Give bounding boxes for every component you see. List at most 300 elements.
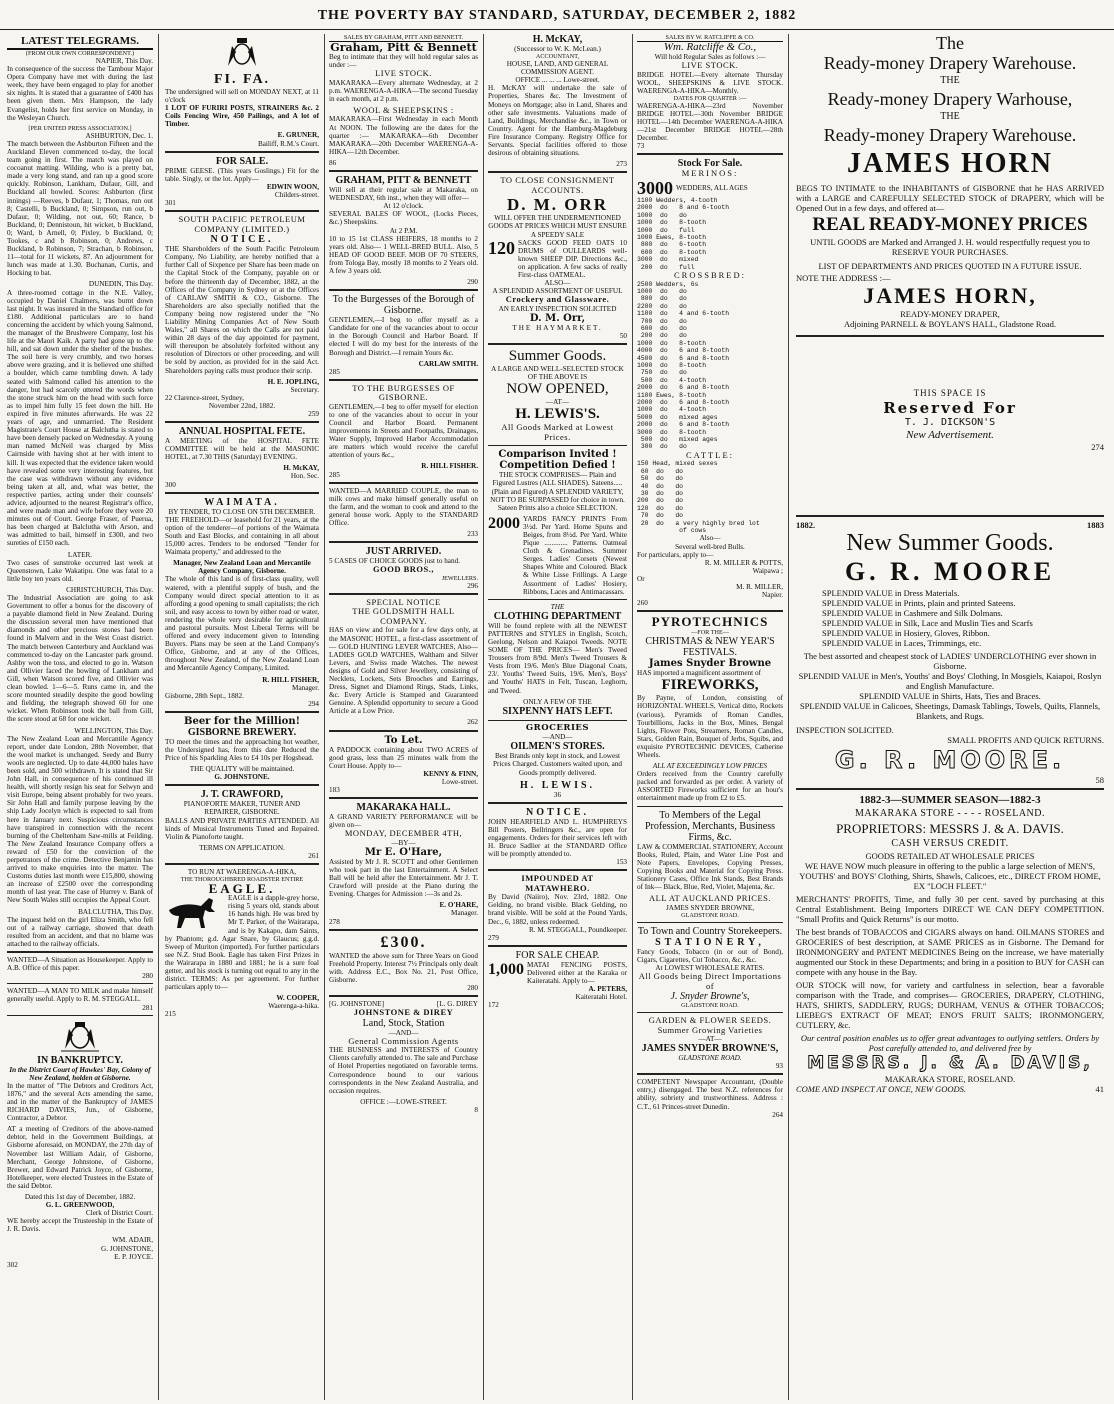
moore-signature: G. R. MOORE. bbox=[834, 746, 1066, 774]
article-text: By David (Naiiro), Nov. 23rd, 1882. One Gelding, no brand visible. Black Gelding, no brand visible. Will be sold at the Pound Yards, Dec., 6, 1882, unless redeemed. bbox=[488, 893, 627, 926]
date-line: MONDAY, DECEMBER 4TH, bbox=[344, 828, 463, 839]
column-1 bbox=[4, 34, 156, 1400]
article-text: JOHN HEARFIELD AND L. HUMPHREYS Bill Posters, Bellringers &c., are open for engagements. Orders for their services left with H. Bruce Sadlier at the STANDARD Office will be promptly attended to. bbox=[488, 817, 627, 859]
subheading: CHRISTMAS & NEW YEAR'S FESTIVALS. bbox=[645, 636, 775, 659]
by-line: —BY— bbox=[391, 838, 416, 847]
for-line: —FOR THE— bbox=[691, 629, 729, 637]
ad-number: 296 bbox=[467, 581, 478, 590]
article-text: 10 to 15 1st CLASS HEIFERS, 18 months to 2 years old. Also— 1 WELL-BRED BULL. Also, 5 HEAD OF GOOD BEEF. MOB OF 70 STEERS, from Tologa Bay, mostly 18 months to 2 Years old. A few 3 years old. bbox=[329, 234, 478, 275]
article-text: The undersigned will sell on MONDAY NEXT, at 11 o'clock bbox=[165, 88, 319, 105]
ad-number: 259 bbox=[308, 410, 319, 418]
or-line: Or bbox=[637, 574, 645, 583]
article-text: Will sell at their regular sale at Makaraka, on WEDNESDAY, 6th inst., when they will offer— bbox=[329, 186, 478, 203]
ad-number: 280 bbox=[467, 984, 478, 992]
signature: J. Snyder Browne's, bbox=[670, 991, 750, 1002]
subheading: CROSSBRED: bbox=[674, 270, 746, 280]
fifa-heading: FI. FA. bbox=[213, 72, 271, 87]
article-text: COMPETENT Newspaper Accountant, (Double entry,) disengaged. The best N.Z. references for ability, sobriety and trustworthiness. Address : C.T., 61 Princes-street Dunedin. bbox=[637, 1078, 783, 1111]
article-text: Beg to intimate that they will hold regular sales as under :— bbox=[329, 53, 478, 70]
prints-offer bbox=[488, 515, 627, 596]
article-text: AN EARLY INSPECTION SOLICITED bbox=[498, 304, 617, 313]
dickson-name: T. J. DICKSON'S bbox=[904, 417, 996, 428]
column-rule bbox=[324, 34, 325, 1400]
article-text: SPLENDID VALUE in Shirts, Hats, Ties and Braces. bbox=[859, 691, 1041, 701]
office-line: OFFICE :—LOWE-STREET. bbox=[360, 1097, 447, 1106]
signature-title: Bailiff, R.M.'s Court. bbox=[257, 139, 319, 148]
subheading: HOUSE, LAND, AND GENERAL COMMISSION AGENT. bbox=[506, 60, 609, 77]
at-line: —AT— bbox=[698, 1035, 722, 1043]
year: 1883 bbox=[1087, 520, 1104, 530]
article-text: A GRAND VARIETY PERFORMANCE will be given on— bbox=[329, 813, 478, 830]
burgesses-heading: To the Burgesses of the Borough of Gisborne. bbox=[332, 294, 475, 317]
signature: G. JOHNSTONE, bbox=[101, 1244, 153, 1253]
article-text: HAS on view and for sale for a few days only, at the MASONIC HOTEL, a first-class assortment of— GOLD HUNTING LEVER WATCHES, Also— LADIES GOLD WATCHES, Waltham and Silver Levers, and Swiss made Watches. The newest designs of Gold and Silver Jewellery, consisting of Necklets, Lockets, Sets Brooches and Earrings, Dress, Signet and Diamond Rings, Stads, Links, &c. Every Article is Stamped and Guaranteed Genuine. A Splendid opportunity to secure a Good Article at a Low Price. bbox=[329, 626, 478, 716]
moore-heading: G. R. MOORE bbox=[844, 557, 1056, 586]
signature-title: Kaiteratahi Hotel. bbox=[575, 993, 627, 1002]
horse-icon bbox=[165, 894, 225, 930]
subheading: TO RUN AT WAERENGA-A-HIKA, bbox=[187, 868, 297, 877]
dateline: LATER. bbox=[67, 550, 93, 559]
ready-money-heading: Ready-money Drapery Warehouse. bbox=[823, 125, 1077, 145]
article-text: HAS imported a magnificent assortment of bbox=[637, 669, 761, 678]
ad-number: 301 bbox=[165, 199, 176, 208]
ad-number: 285 bbox=[329, 470, 340, 479]
article-text: For particulars, apply to— bbox=[637, 550, 714, 559]
article-text: A LARGE AND WELL-SELECTED STOCK OF THE ABOVE IS bbox=[491, 365, 624, 382]
competition-heading: Competition Defied ! bbox=[499, 460, 616, 472]
signature: H. E. JOPLING, bbox=[267, 377, 319, 386]
signature: E. GRUNER, bbox=[277, 131, 319, 140]
article-text: In consequence of the success the Tambour Major Opera Company have met with during the last week, they have been engaged to play for another six nights. It is stated that a guarantee of £400 has been given them. Mrs Hampson, the lady Evangelist, holds her first service on Monday, in the Wesleyan Church. bbox=[7, 65, 153, 122]
article-text: Our central position enables us to offer great advantages to outlying settlers. Orders by Post carefully attended to, and delivered free by bbox=[800, 1033, 1100, 1053]
reserved-space: THIS SPACE IS bbox=[913, 388, 987, 398]
subheading: DATES FOR QUARTER :— bbox=[673, 94, 747, 102]
comparison-heading: Comparison Invited ! bbox=[498, 449, 617, 461]
article-text: EAGLE is a dapple-grey horse, rising 5 years old, stands about 16 hands high. He was bred by Mr T. Parker, of the Wairarapa, and is by Kakapo, dam Saints, by Phantom; g.d. Agar Snare, by Glaucus; g.g.d. Sweep of Muriton (imported). For further particulars see N.Z. Stud Book. Eagle has taken First Prizes in the Wairarapa in 1880 and 1881; he is a sure foal getter, and his stock is turning out equal to any in the district. TERMS: As per agreement. For further particulars apply to— bbox=[165, 894, 319, 992]
article-text: THE BUSINESS and INTERESTS of Country Clients carefully attended to. The sale and Purchase of Hotel Properties negotiated on favorable terms. Correspondence bound to our various correspondents in the New Zealand Australia, and occasion requires. bbox=[329, 1046, 478, 1095]
signature: KENNY & FINN, bbox=[423, 769, 478, 778]
dateline: WELLINGTON, This Day. bbox=[74, 726, 153, 735]
small-profits-line: SMALL PROFITS AND QUICK RETURNS. bbox=[947, 735, 1104, 745]
signature-title: JEWELLERS. bbox=[441, 574, 478, 582]
ad-number: 8 bbox=[474, 1105, 478, 1114]
stock-list: 1100 Wedders, 4-tooth 2000 do 8 and 6-tooth 1000 do do 1000 do 8-tooth 1000 do full 1000 Ewes, 8-tooth 800 do 6-tooth 600 do 8-tooth 3000 do mixed 200 do full bbox=[637, 196, 730, 271]
article-text: TO meet the times and the approaching hot weather, the Undersigned has, from this date Reduced the Price of his Sparkling Ales to £4 10s per Hogshead. bbox=[165, 737, 319, 763]
article-text: WANTED the above sum for Three Years on Good Freehold Property. Interest 7½ Principals only dealt with. Address E.C., Box No. 21, Post Office, Gisborne. bbox=[329, 951, 478, 984]
dateline: ASHBURTON, Dec. 1. bbox=[85, 131, 153, 140]
piano-heading: J. T. CRAWFORD, bbox=[200, 789, 284, 801]
column-5 bbox=[634, 34, 786, 1400]
subheading: BY TENDER, TO CLOSE ON 5TH DECEMBER. bbox=[168, 507, 316, 516]
quantity: 1,000 bbox=[488, 960, 524, 978]
also-line: Also— bbox=[699, 534, 721, 543]
mckay-heading: H. McKAY, bbox=[532, 34, 583, 45]
article-text: MATAI FENCING POSTS, Delivered either at the Karaka or Kaiteratahi. Apply to— bbox=[527, 960, 627, 986]
stock-list: 2500 Wedders, 6s 1000 do do 800 do do 2200 do do 1100 do 4 and 6-tooth 700 do do 600 do do 200 do do 1000 do 8-tooth 4000 do 6 and 8-tooth 4500 do 6 and 8-tooth 1000 do 8-tooth 750 do do 500 do 4-tooth 2000 do 6 and 8-tooth 1100 Ewes, 8-tooth 2000 do 6 and 8-tooth 1000 do 4-tooth 5000 do mixed ages 2000 do 6 and 8-tooth 3000 do 8-tooth 500 do mixed ages 300 do do bbox=[637, 280, 730, 451]
column-rule bbox=[158, 34, 159, 1400]
byline: (FROM OUR OWN CORRESPONDENT.) bbox=[25, 50, 135, 57]
brewery-headline: Beer for the Million! bbox=[184, 715, 300, 727]
signature-title: GLADSTONE ROAD. bbox=[681, 1002, 739, 1009]
makaraka-hall-heading: MAKARAKA HALL. bbox=[356, 802, 451, 814]
subheading: LIVE STOCK. bbox=[681, 60, 739, 71]
byline: [PER UNITED PRESS ASSOCIATION.] bbox=[28, 124, 132, 132]
cash-heading: CASH VERSUS CREDIT. bbox=[891, 838, 1009, 849]
ad-number: 274 bbox=[1091, 442, 1104, 452]
article-text: YARDS FANCY PRINTS From 3½d. Per Yard. Home Spuns and Beiges, from 8½d. Per Yard. White Pique ............. Patterns. Oatmeal Cloth & Grenadines. Summer Serges. Ladies' Corsets (Newest Shapes White and Coloured. Black & White Lisse Frillings. A Large Assortment of Ladies' Hosiery, Ribbons, Laces and Antimacassars. bbox=[523, 514, 627, 596]
signature: H. McKAY, bbox=[283, 464, 319, 473]
legal-heading: To Members of the Legal Profession, Merchants, Business Firms, &c. bbox=[645, 809, 775, 843]
article-text: WAERENGA-A-HIKA—23rd November BRIDGE HOTEL—30th November BRIDGE HOTEL—14th December WAERENGA-A-HIKA—21st December BRIDGE HOTEL—28th December. bbox=[637, 101, 783, 143]
graham-pitt-heading: GRAHAM, PITT & BENNETT bbox=[335, 175, 472, 187]
signature-title: Waipawa ; bbox=[752, 566, 783, 575]
date-line: Dated this 1st day of December, 1882. bbox=[24, 1193, 136, 1201]
article-text: Several well-bred Bulls. bbox=[675, 542, 745, 551]
come-line: COME AND INSPECT AT ONCE, NEW GOODS. bbox=[796, 1084, 967, 1094]
wholesale-line: GOODS RETAILED AT WHOLESALE PRICES bbox=[865, 851, 1035, 861]
quantity: 2000 bbox=[488, 514, 520, 532]
column-3 bbox=[326, 34, 481, 1400]
reserved-heading: Reserved For bbox=[883, 399, 1017, 417]
section-label: SALES BY GRAHAM, PITT AND BENNETT. bbox=[329, 34, 478, 42]
article-text: 1 LOT OF FURIRI POSTS, STRAINERS &c. 2 Coils Fencing Wire, 450 Pailings, and A lot of Timber. bbox=[165, 104, 319, 129]
subheading: THE GOLDSMITH HALL COMPANY. bbox=[352, 606, 455, 626]
article-text: LIST OF DEPARTMENTS AND PRICES QUOTED IN A FUTURE ISSUE. bbox=[818, 261, 1082, 271]
address: 22 Clarence-street, Sydney, bbox=[165, 393, 244, 402]
signature: WM. ADAIR, bbox=[112, 1236, 153, 1245]
bankruptcy-heading: IN BANKRUPTCY. bbox=[37, 1054, 123, 1066]
ratcliffe-heading: Wm. Ratcliffe & Co., bbox=[663, 41, 757, 53]
signature: R. M. STEGGALL, Poundkeeper. bbox=[528, 925, 627, 934]
signature: D. M. Orr, bbox=[529, 312, 586, 324]
value-list: SPLENDID VALUE in Dress Materials. SPLENDID VALUE in Prints, plain and printed Sateens. SPLENDID VALUE in Cashmere and Silk Dolmans. SPLENDID VALUE in Silk, Lace and Muslin Ties and Scarfs SPLENDID VALUE in Hosiery, Gloves, Ribbon. SPLENDID VALUE in Laces, Trimmings, etc. bbox=[822, 588, 1033, 648]
subheading: PIANOFORTE MAKER, TUNER AND REPAIRER, GISBORNE. bbox=[183, 800, 301, 817]
subheading: NOW OPENED, bbox=[506, 381, 609, 398]
posts-offer bbox=[488, 961, 627, 985]
time-line: At 12 o'clock. bbox=[383, 202, 424, 211]
seeds-heading: GARDEN & FLOWER SEEDS. bbox=[648, 1015, 772, 1025]
article-text: Fancy Goods, Tobacco (in or out of Bond), Cigars, Cigarettes, Cut Tobacco, &c., &c. bbox=[637, 947, 783, 964]
ready-money-prices: REAL READY-MONEY PRICES bbox=[812, 214, 1088, 235]
ad-number: 302 bbox=[7, 1260, 18, 1269]
article-text: All Goods being Direct Importations of bbox=[638, 971, 782, 991]
article-text: At LOWEST WHOLESALE RATES. bbox=[655, 963, 765, 972]
season-heading: 1882-3—SUMMER SEASON—1882-3 bbox=[859, 794, 1041, 806]
article-text: SPLENDID VALUE in Calicoes, Sheetings, Damask Tablings, Towels, Quilts, Flannels, Blankets, and Rugs. bbox=[799, 701, 1101, 721]
year: 1882. bbox=[796, 520, 816, 530]
article-text: BRIDGE HOTEL—Every alternate Thursday WOOL, SHEEPSKINS & LIVE STOCK. WAERENGA-A-HIKA—Monthly. bbox=[637, 70, 783, 95]
article-text: LAW & COMMERCIAL STATIONERY, Account Books, Ruled, Plain, and Water Line Post and Note Papers, Envelopes, Copying Presses, Copying Books and Material for Copying Press. Stationery Cases, Office Ink Stands, Best Brands of Ink— Black, Blue, Red, Violet, Majenta, &c. bbox=[637, 842, 783, 892]
royal-arms-icon bbox=[222, 36, 262, 70]
ad-number: 73 bbox=[637, 142, 645, 151]
stock-for-sale-heading: Stock For Sale. bbox=[677, 158, 743, 170]
article-text: Will hold Regular Sales as follows :— bbox=[654, 53, 766, 61]
ad-number: 290 bbox=[467, 278, 478, 287]
article-text: H. McKAY will undertake the sale of Properties, Shares &c. The Investment of Moneys on Mortgage; also in Land, Shares and other safe investments. Valuations made of Land, Buildings, Merchandise &c., in Town or Country. Agent for the Hamburg-Magdeburg Fire Insurance Company. Registry Office for Servants. Special facilities offered to those desirous of obtaining situations. bbox=[488, 84, 627, 158]
ad-number: 300 bbox=[165, 480, 176, 489]
signature-title: Manager. bbox=[451, 909, 478, 918]
for-sale-cheap-heading: FOR SALE CHEAP. bbox=[515, 949, 600, 961]
date-line: Gisborne, 28th Sept., 1882. bbox=[165, 691, 244, 700]
oats-offer bbox=[488, 239, 627, 279]
time-line: At 2 P.M. bbox=[389, 226, 418, 235]
subheading: CATTLE: bbox=[686, 449, 734, 460]
brewery-heading: GISBORNE BREWERY. bbox=[187, 726, 297, 738]
quantity: 120 bbox=[488, 237, 515, 258]
loan-heading: £300. bbox=[380, 933, 427, 951]
signature-title: Napier. bbox=[762, 591, 783, 600]
ad-number: 262 bbox=[467, 718, 478, 727]
article-text: SACKS GOOD FEED OATS 10 DRUMS of OULLEARDS well-known SHEEP DIP. Directions &c., on application. A few sacks of really First-class OATMEAL. bbox=[518, 238, 627, 279]
column-4 bbox=[485, 34, 630, 1400]
dateline: NAPIER, This Day. bbox=[95, 57, 153, 65]
subheading: ACCOUNTANT, bbox=[535, 53, 580, 61]
column-rule bbox=[632, 34, 633, 1400]
ad-number: 93 bbox=[775, 1062, 783, 1071]
ad-number: 86 bbox=[329, 158, 337, 167]
auckland-prices: ALL AT AUCKLAND PRICES. bbox=[648, 893, 771, 904]
company-name: Manager, New Zealand Loan and Mercantile Agency Company, Gisborne. bbox=[173, 559, 311, 576]
column-2 bbox=[162, 34, 322, 1400]
article-text: BALLS AND PRIVATE PARTIES ATTENDED. All kinds of Musical Instruments Tuned and Repaired. Violin & Pianoforte taught. bbox=[165, 816, 319, 841]
rm-the: The bbox=[936, 34, 964, 53]
low-prices-line: ALL AT EXCEEDINGLY LOW PRICES bbox=[652, 762, 768, 771]
new-advertisement: New Advertisement. bbox=[906, 429, 994, 441]
signature: GOOD BROS., bbox=[373, 564, 434, 575]
davis-signature: MESSRS. J. & A. DAVIS, bbox=[807, 1053, 1093, 1073]
graham-pitt-heading: Graham, Pitt & Bennett bbox=[330, 41, 477, 54]
subheading: Land, Stock, Station bbox=[362, 1017, 445, 1029]
notice-heading: NOTICE. bbox=[210, 234, 274, 246]
ad-number: 264 bbox=[772, 1110, 783, 1119]
ad-number: 280 bbox=[142, 972, 153, 981]
article-text: UNTIL GOODS are Marked and Arranged J. H. would respectfully request you to RESERVE YOUR PURCHASES. bbox=[810, 237, 1090, 257]
signature: G. JOHNSTONE. bbox=[214, 773, 270, 782]
special-notice-heading: SPECIAL NOTICE bbox=[366, 596, 441, 607]
article-text: Best Brands only kept in stock, and Lowest Prices Charged. Customers waited upon, and Goods promptly delivered. bbox=[492, 752, 623, 777]
article-text: WE hereby accept the Trusteeship in the Estate of J. R. Davis. bbox=[7, 1217, 153, 1234]
burgesses-heading: TO THE BURGESSES OF GISBORNE. bbox=[352, 382, 455, 403]
signature: M. R. MILLER, bbox=[736, 582, 783, 591]
article-text: THE FREEHOLD—or leasehold for 21 years, at the option of the tenderer—of portions of the Waimata South and East Blocks, and containing in all about 15,000 acres. Tenders to be endorsed "Tender for Waimata property," and addressed to the bbox=[165, 515, 319, 557]
dateline: DUNEDIN, This Day. bbox=[88, 280, 153, 289]
james-horn-heading: JAMES HORN bbox=[847, 148, 1053, 179]
column-6 bbox=[790, 34, 1110, 1400]
signature-title: Hon. Sec. bbox=[290, 472, 319, 481]
royal-arms-icon bbox=[55, 1019, 105, 1053]
storekeepers-heading: To Town and Country Storekeepers. bbox=[637, 925, 783, 937]
signature: CARLAW SMITH. bbox=[418, 359, 478, 368]
address: Adjoining PARNELL & BOYLAN'S HALL, Gladstone Road. bbox=[844, 319, 1056, 329]
subheading: General Commission Agents bbox=[348, 1035, 459, 1046]
new-summer-goods-heading: New Summer Goods. bbox=[846, 530, 1054, 556]
signature-title: THE HAYMARKET. bbox=[512, 323, 603, 332]
signature: EDWIN WOON, bbox=[266, 182, 319, 191]
page-title: THE POVERTY BAY STANDARD, SATURDAY, DECEMBER 2, 1882 bbox=[317, 8, 797, 23]
office-line: OFFICE ... ... ... Lowe-street. bbox=[515, 76, 600, 85]
signature: A. PETERS, bbox=[588, 985, 627, 994]
article-text: MAKARAKA—First Wednesday in each Month At NOON. The following are the dates for the quarter :— MAKARAKA—6th December MAKARAKA—20th December WAERENGA-A-HIKA—12th December. bbox=[329, 115, 478, 156]
ad-number: 278 bbox=[329, 917, 340, 926]
column-rule bbox=[788, 34, 789, 1400]
and-line: —AND— bbox=[388, 1028, 419, 1037]
pyrotechnics-heading: PYROTECHNICS bbox=[651, 614, 769, 630]
article-text: A PADDOCK containing about TWO ACRES of good grass, less than 25 minutes walk from the Court House. Apply to— bbox=[329, 745, 478, 770]
signature-title: Manager. bbox=[292, 683, 319, 692]
ad-number: 273 bbox=[616, 160, 627, 169]
article-text: GENTLEMEN,—I beg to offer myself as a Candidate for one of the vacancies about to occur in the Borough Council and Harbor Board. If elected I will do my best for the interests of the Borough and District.—I remain Yours &c. bbox=[329, 316, 478, 357]
ad-number: 261 bbox=[308, 851, 319, 860]
ad-number: 294 bbox=[308, 699, 319, 708]
signature: R. HILL FISHER, bbox=[262, 675, 319, 684]
signature-title: Waerenga-a-hika. bbox=[268, 1002, 319, 1011]
dateline: CHRISTCHURCH, This Day. bbox=[66, 585, 153, 594]
signature: H. LEWIS. bbox=[519, 779, 596, 791]
article-text: 5 CASES OF CHOICE GOODS just to hand. bbox=[329, 557, 460, 566]
signature-title: Secretary. bbox=[290, 385, 319, 394]
article-text: SPLENDID VALUE in Men's, Youths' and Boys' Clothing, In Mosgiels, Kaiapoi, Roslyn and English Manufacture. bbox=[798, 671, 1102, 691]
article-text: THE STOCK COMPRISES— Plain and Figured Lustres (ALL SHADES). Sateens.....(Plain and Figured) A SPLENDID VARIETY, NOT TO BE SURPASSED for choice in town. Sateen Prints also a choice SELECTION. bbox=[490, 471, 625, 512]
article-text: Will be found replete with all the NEWEST PATTERNS and STYLES in English, Scotch, Geelong, Nelson and Kaiapoi Tweeds. NOTE SOME OF THE PRICES— Men's Tweed Trousers from 8/9d. Men's Tweed Trousers & Vests from 19/6. Men's Blue Diagonal Coats, 23/. Youths' Tweed Suits, 19/6. Men's, Boys' and Youths' HATS in Felt, Tuscan, Leghorn, and Tweed. bbox=[488, 621, 627, 695]
article-text: WE HAVE NOW much pleasure in offering to the public a large selection of MEN'S, YOUTHS' and BOYS' Clothing, Shirts, Shawls, Calicoes, etc., DIRECT FROM HOME, EX "LOCH FLEET." bbox=[799, 861, 1101, 891]
subheading: THE THOROUGHBRED ROADSTER ENTIRE bbox=[180, 876, 304, 884]
article-text: The best brands of TOBACCOS and CIGARS always on hand. OILMANS STORES and GROCERIES of best description, at SAME PRICES as in Gisborne. The Demand for IRONMONGERY and PATENT MEDICINES Being on the increase, we have materially augmented our Stock in these Departments; and bring in a position to BUY for CASH can compete with any house in the Bay. bbox=[796, 927, 1104, 977]
article-text: MERCHANTS' PROFITS, Time, and fully 30 per cent. saved by purchasing at this Central Establishment. Being Importers DIRECT WE CAN DEFY COMPETITION. "Small Profits and Quick Returns" is our motto. bbox=[796, 894, 1104, 924]
article-text: All Goods Marked at Lowest Prices. bbox=[501, 422, 614, 442]
article-text: WILL OFFER THE UNDERMENTIONED GOODS AT PRICES WHICH MUST ENSURE A SPEEDY SALE bbox=[488, 214, 627, 239]
signature: W. COOPER, bbox=[276, 994, 319, 1003]
ad-number: 153 bbox=[616, 858, 627, 867]
article-text: Summer Growing Varieties bbox=[657, 1024, 763, 1035]
article-text: THE Shareholders of the South Pacific Petroleum Company, No Liability, are hereby notified that a further Call of Sixpence per Share has been made on the Capital Stock of the Company, payable on or before the thirteenth day of December, 1882, at the Offices of the Company in Sydney or at the Offices of CARLAW SMITH & CO., Gisborne. The Shareholders are also specially notified that the Company being now registered under the "No Liability Mining Companies Act of New South Wales," all Shares on which the Calls are not paid within 28 days of the day appointed for payment, will thereupon be absolutely forfeited without any resolution of Directors or other proceeding, and will be sold by auction, as provided for in the said Act. Shareholders paying calls must produce their scrip. bbox=[165, 245, 319, 375]
latest-telegrams-heading: LATEST TELEGRAMS. bbox=[7, 34, 153, 50]
article-text: By Payne, of London, consisting of HORIZONTAL WHEELS, Vertical ditto, Rockets (various), Pyramids of Roman Candles, Tourbillions, Jacks in the Box, Mines, Bengal Lights, Flower Pots, Streamers, Roman Candles, Stars, Golden Rain, Bouquet of Jerbs, Squibs, and exquisite PYROTECHNIC DEVICES, Catherine Wheels. bbox=[637, 694, 783, 759]
wanted-ad: WANTED—A MAN TO MILK and make himself generally useful. Apply to R. M. STEGGALL. bbox=[7, 987, 153, 1004]
article-text: PRIME GEESE. (This years Goslings.) Fit for the table. Singly, or the lot. Apply— bbox=[165, 166, 319, 183]
signature: G. L. GREENWOOD, bbox=[45, 1201, 115, 1210]
article-text: Crockery and Glassware. bbox=[505, 294, 610, 305]
ad-number: 50 bbox=[619, 331, 627, 340]
article-text: Assisted by Mr J. R. SCOTT and other Gentlemen who took part in the last Entertainment. A Select Ball will be held after the Entertainment. Mr J. T. Crawford will preside at the Piano during the Evening. Charges for Admission :—3s and 2s. bbox=[329, 857, 478, 899]
article-text: In the matter of "The Debtors and Creditors Act, 1876," and the several Acts amending the same, and in the matter of the Bankruptcy of JAMES RICHARD DAVIES, Jun., of Gisborne, Contractor, a Debtor. bbox=[7, 1081, 153, 1123]
article-text: The inquest held on the girl Eliza Smith, who fell out of a railway carriage, showed that death resulted from an accident, and that no blame was attached to the railway officials. bbox=[7, 915, 153, 948]
court-heading: In the District Court of Hawkes' Bay, Colony of New Zealand, holden at Gisborne. bbox=[9, 1065, 151, 1082]
article-text: GENTLEMEN,—I beg to offer myself for election to one of the vacancies about to occur in your Council and Harbor Board. Permanent improvements in Streets and Footpaths, Drainages, Water Supply, Improved Harbor Accommodation are matters which would receive the careful attention of yours &c., bbox=[329, 402, 478, 460]
article-text: The New Zealand Loan and Mercantile Agency report, under date London, 28th November, that the wool market is unchanged. Seedy and Burry wools are neglected. Up to date 44,000 bales have been sold, and 500 withdrawn. It is stated that Sir John Hall, in consequence of his continued ill health, will shortly resign his seat for Selwyn and visit Europe, being absent probably for two years. Sir John Hall and family purpose leaving by the ship Lady Jocelyn which is expected to sail from here in January next. Suspicious circumstances have transpired in connection with the recent burning of the Cheltenham Saw-mills at Feilding. The New Zealand Insurance Company offers a reward of £50 for the conviction of the perpetrators of the crime. Detective Benjamin has arrived to make enquiries into the matter. The Customs duties last month were £15,800, showing an increase of £2500 over the corresponding month of last year. The case of Hurrey v. Bank of New South Wales still occupies the Appeal Court. bbox=[7, 734, 153, 905]
masthead bbox=[0, 4, 1114, 30]
article-text: The best assorted and cheapest stock of LADIES' UNDERCLOTHING ever shown in Gisborne. bbox=[803, 651, 1097, 671]
summer-goods-heading: Summer Goods. bbox=[508, 348, 607, 365]
article-text: BEGS TO INTIMATE to the INHABITANTS of GISBORNE that he HAS ARRIVED with a LARGE and CAREFULLY SELECTED STOCK of DRAPERY, which will be Opened Out in a few days, and offered at— bbox=[796, 183, 1104, 213]
and-line: —AND— bbox=[542, 733, 573, 742]
date-line: November 22nd, 1882. bbox=[208, 401, 276, 410]
signature: R. HILL FISHER. bbox=[421, 462, 478, 471]
notice-heading: NOTICE. bbox=[526, 806, 589, 818]
article-text: THE QUALITY will be maintained. bbox=[189, 765, 295, 774]
ad-number: 233 bbox=[467, 530, 478, 539]
performer-name: Mr E. O'Hare, bbox=[364, 846, 443, 858]
johnstone-direy-heading: JOHNSTONE & DIREY bbox=[353, 1007, 454, 1018]
season-years bbox=[796, 520, 1104, 530]
article-text: The match between the Ashburton Fifteen and the Auckland Eleven commenced to-day, the local team going in first. The match was played on cocoanut matting. Wilding, who is a pretty bat, made a very long stand, and ran up a good score quickly. Robinson, Lankham, Dufaur, Gill, and Buckland all bowled. Scores: Ashburton (first innings) —Reeves, b Dufaur, 1; Thomas, run out 8; Castelli, b Buckland, 0; Simpson, run out, b Dufaur, 0; Wilding, not out, 60; Rance, b Buckland, 0; Dennistoun, hit wicket, b Buckland, 0; Ward, b Arnell, 0; Pixley, b Buckland, 0; Tookes, c and b Robinson, 0; Andrews, c Buckland, b Robinson, 7; Strachan, b Robinson, 11—total for 11 wickets, 87. An adjournment for lunch was made at 1.30. Buchanan, Curtis, and Hocking to bat. bbox=[7, 139, 153, 278]
signature-title: MAKARAKA STORE, ROSELAND. bbox=[884, 1074, 1016, 1084]
proprietors-heading: PROPRIETORS: MESSRS J. & A. DAVIS. bbox=[836, 821, 1064, 836]
subheading: LIVE STOCK. bbox=[375, 68, 432, 79]
groceries-heading: GROCERIES bbox=[525, 722, 590, 733]
subheading: (Successor to W. K. McLean.) bbox=[514, 45, 601, 53]
oilmen-heading: OILMEN'S STORES. bbox=[510, 741, 605, 753]
ad-number: 172 bbox=[488, 1001, 499, 1010]
article-text: SEVERAL BALES OF WOOL, (Locks Pieces, &c.) Sheepskins. bbox=[329, 210, 478, 227]
wedders-offer bbox=[637, 179, 783, 197]
ad-number: 215 bbox=[165, 1010, 176, 1019]
impounded-heading: IMPOUNDED AT MATAWHERO. bbox=[521, 873, 594, 893]
section-label: SALES BY W. RATCLIFFE & CO. bbox=[637, 34, 783, 42]
dateline: BALCLUTHA, This Day. bbox=[78, 907, 153, 916]
just-arrived-heading: JUST ARRIVED. bbox=[365, 546, 442, 558]
signature-title: GLADSTONE ROAD. bbox=[678, 1054, 742, 1063]
lewis-heading: H. LEWIS'S. bbox=[515, 406, 600, 423]
article-text: A three-roomed cottage in the N.E. Valley, occupied by Daniel Chalmers, was burnt down last night. It was insured in the Standard office for £180. Additional particulars are to hand concerning the accident by which young Salmond, the manager of the Brushwere Company, lost his life at the Maori Kaik. A party had gone up to the hill, and sat down under the shelter of the bushes. The soil here is very crumbly, and two horses above were grazing, and it is believed one shifted a boulder, which came tumbling down. A lady seated with Salmond called his attention to the danger, but had scarcely uttered the words when the stone struck him on the head with such force as to impel him fully 15 feet down the hill. He expired in five minutes afterwards. He was 22 years of age, and unmarried. The Resident Magistrate's Court House at Balclutha is stated to have been densely packed on Wednesday. A young man named McNeil was charged by Miss Cairnside with having shot at her with intent to kill. It was expected that the evidence taken would have revealed some very interesting features, but the case was withdrawn without any evidence being taken at all, and, what was better, the respective parties, acting under their counsels' advice, adjourned to the nearest Registrar's office, and were made man and wife before they were 20 minutes out of Court. George Fraser, of Puerua, has been charged at Balclutha with Arson, and was admitted to bail, himself in £300, and two sureties of £150 each. bbox=[7, 288, 153, 548]
james-horn-heading: JAMES HORN, bbox=[863, 283, 1037, 308]
signature-title: Childers-street. bbox=[274, 190, 319, 199]
terms: TERMS ON APPLICATION. bbox=[199, 843, 285, 852]
signature: E. P. JOYCE. bbox=[114, 1252, 153, 1261]
the-line: THE bbox=[550, 602, 565, 611]
rm-the: THE bbox=[940, 75, 960, 86]
wanted-ad: WANTED—A MARRIED COUPLE, the man to milk cows and make himself generally useful on the farm, and the woman to cook and attend to the general house work. Apply to the STANDARD Office. bbox=[329, 486, 478, 528]
signature-title: Lowe-street. bbox=[441, 777, 478, 786]
wanted-ad: WANTED—A Situation as Housekeeper. Apply to A.B. Office of this paper. bbox=[7, 956, 153, 973]
ad-number: 260 bbox=[637, 599, 648, 608]
article-text: Orders received from the Country carefully packed and forwarded as per order. A variety of ASSORTED Fireworks sufficient for an hour's entertainment made up from £2 to £5. bbox=[637, 770, 783, 803]
ready-money-heading: Ready-money Drapery Warhouse, bbox=[827, 89, 1073, 109]
also-line: ALSO— bbox=[544, 279, 571, 288]
subheading: TO CLOSE CONSIGNMENT ACCOUNTS. bbox=[500, 175, 615, 195]
partner-name: [G. JOHNSTONE] bbox=[329, 1000, 384, 1009]
ad-number: 36 bbox=[553, 790, 562, 799]
come-line-row bbox=[796, 1084, 1104, 1094]
hospital-fete-heading: ANNUAL HOSPITAL FETE. bbox=[178, 426, 306, 438]
subheading: READY-MONEY DRAPER, bbox=[900, 309, 1000, 319]
article-text: The Industrial Association are going to ask Government to offer a bonus for the discovery of a payable diamond field in New Zealand. During the discussion several men have mentioned that diamonds and other precious stones had been found in Malvern and in the West Coast district. The match between Canterbury and Auckland was commenced to-day on the Lancaster park ground. Ashby won the toss, and elected to go in. Watson and Ollivier faced the bowling of Lankham and Gill, when Watson scored five, and Ollivier was clean bowled. 1—6—5. Runs came in, and the score mounted steadily despite the good bowling and fielding, the telegraph showed 60 for one wicket. When Robinson took the ball from Gill, the score stood at 68 for one wicket. bbox=[7, 594, 153, 724]
ad-number: 285 bbox=[329, 367, 340, 376]
partner-name: [L. G. DIREY bbox=[436, 1000, 478, 1009]
article-text: OUR STOCK will now, for variety and cartfulness in selection, bear a favorable comparison with the Trade, and comprises— GROCERIES, DRAPERY, CLOTHING, HATS, SHIRTS, SADDLERY, RUGS; DURHAM, VENUS & OTHER TOBACCOS; LIEBEG'S EXTRACT OF MEAT; ENO'S FRUIT SALTS; IRONMONGERY, CUTLERY, &c. bbox=[796, 980, 1104, 1030]
signature-title: Clerk of District Court. bbox=[85, 1209, 153, 1218]
at-line: —AT— bbox=[545, 398, 570, 407]
ad-number: 183 bbox=[329, 786, 340, 794]
article-text: AT a meeting of Creditors of the above-named debtor, held in the Government Buildings, at Gisborne aforesaid, on MONDAY, the 27th day of November last William Adair, of Gisborne, Merchant, George Johnstone, of Gisborne, Brewer, and Edward Patrick Joyce, of Gisborne, Hotelkeeper, were elected Trustees in the Estate of the said Debtor. bbox=[7, 1125, 153, 1190]
company-heading: SOUTH PACIFIC PETROLEUM COMPANY (LIMITED.) bbox=[178, 214, 306, 234]
eagle-heading: EAGLE. bbox=[208, 881, 276, 897]
rm-the: THE bbox=[940, 111, 960, 122]
article-text: MAKARAKA—Every alternate Wednesday, at 2 p.m. WAERENGA-A-HIKA—The second Tuesday in each month, at 2 p.m. bbox=[329, 78, 478, 103]
ad-number: 58 bbox=[1095, 775, 1104, 785]
fireworks-heading: FIREWORKS, bbox=[661, 677, 759, 694]
inspection-line: INSPECTION SOLICITED. bbox=[796, 725, 894, 735]
waimata-heading: WAIMATA. bbox=[204, 496, 280, 508]
for-sale-heading: FOR SALE. bbox=[215, 155, 269, 167]
signature: JAMES SNYDER BROWNE, bbox=[665, 903, 755, 912]
signature-title: GLADSTONE ROAD. bbox=[681, 911, 739, 919]
hats-heading: SIXPENNY HATS LEFT. bbox=[502, 705, 613, 717]
note-line: NOTE THE ADDRESS :— bbox=[796, 273, 891, 283]
quantity: 3000 bbox=[637, 177, 673, 198]
to-let-heading: To Let. bbox=[384, 734, 423, 746]
article-text: The whole of this land is of first-class quality, well watered, with a plentiful supply of bush, and the Company would direct special attention to it as affording a good opening to small capitalists; the rich soil, and easy access to town by either road or water, rendering the whole very desirable for agricultural and pastoral pursuits. Most Liberal Terms will be offered and every inducement given to Intending Buyers. Plans may be seen at the Land Company's Office, Gisborne, and at any of the Offices, throughout New Zealand, of the New Zealand Loan and Mercantile Agency Company, Limited. bbox=[165, 575, 319, 673]
article-text: ONLY A FEW OF THE bbox=[523, 697, 592, 706]
